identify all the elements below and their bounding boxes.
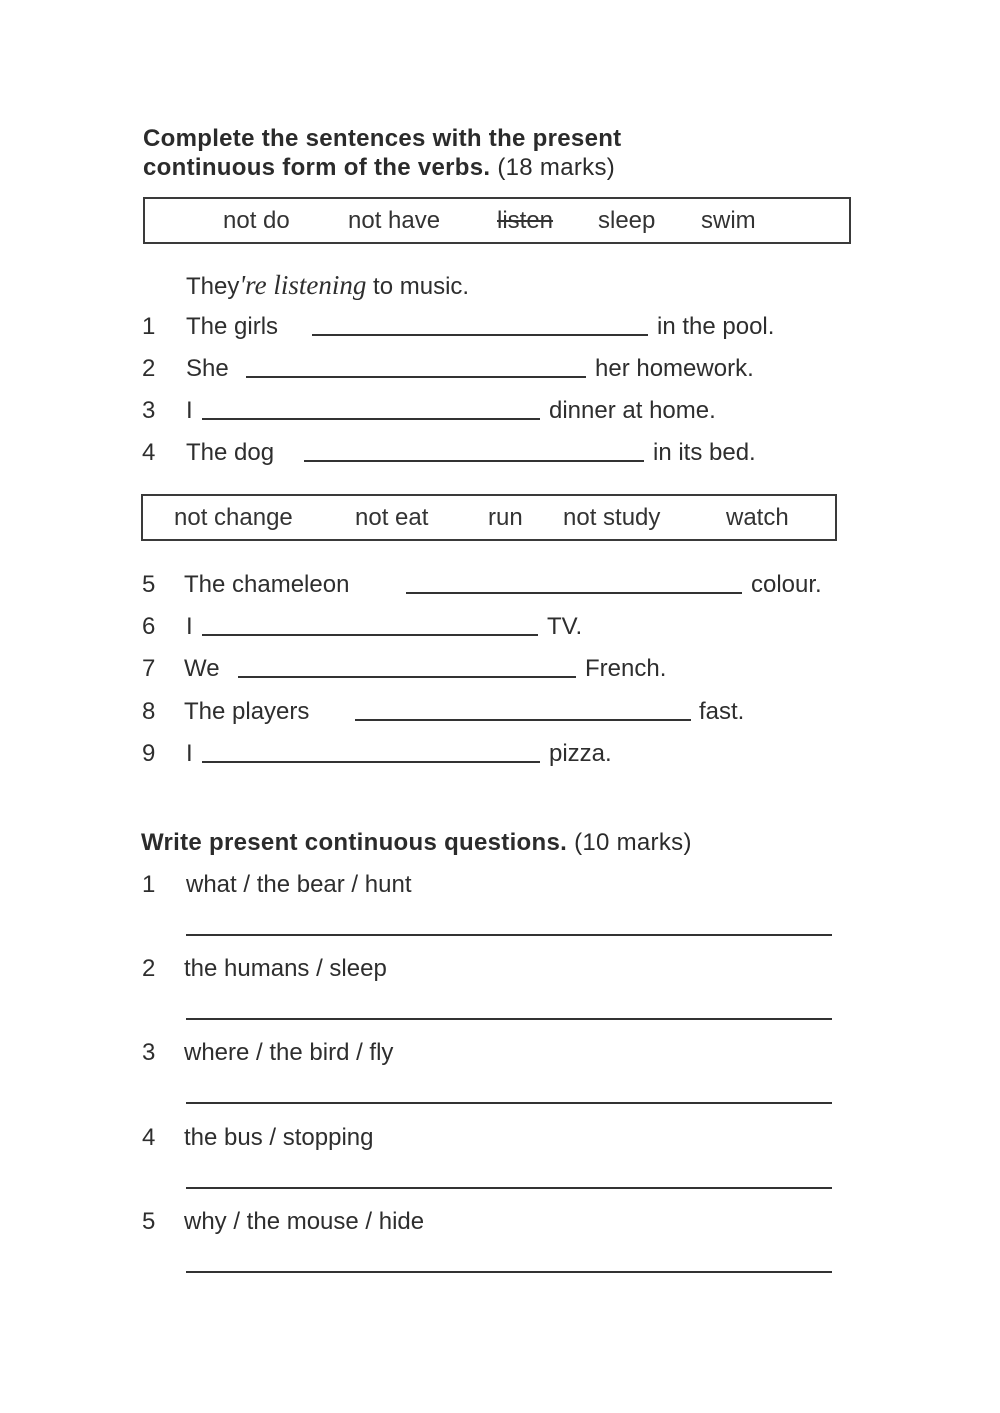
word-box-1-word-1: not have — [348, 206, 441, 234]
example-verb: 're listening — [239, 270, 367, 300]
word-box-2-word-2: run — [488, 503, 523, 531]
question-prompt: where / the bird / fly — [184, 1039, 394, 1066]
answer-line-1[interactable] — [186, 934, 832, 936]
item-number: 2 — [142, 955, 156, 982]
item-after: pizza. — [549, 740, 612, 767]
section2-marks: (10 marks) — [574, 829, 692, 856]
example-sentence — [186, 270, 469, 300]
word-box-1-word-3: sleep — [598, 206, 656, 234]
gap-fill-item-4 — [142, 438, 842, 468]
answer-line-3[interactable] — [186, 1102, 832, 1104]
item-after: TV. — [547, 613, 583, 640]
item-before: The players — [184, 698, 310, 725]
item-after: colour. — [751, 571, 822, 598]
item-before: The girls — [186, 313, 279, 340]
item-number: 5 — [142, 571, 156, 598]
item-before: The dog — [186, 439, 275, 466]
answer-blank[interactable] — [355, 719, 691, 721]
question-item-5 — [142, 1207, 842, 1237]
answer-blank[interactable] — [312, 334, 648, 336]
item-number: 2 — [142, 355, 156, 382]
item-after: in the pool. — [657, 313, 775, 340]
answer-blank[interactable] — [238, 676, 576, 678]
item-number: 4 — [142, 1124, 156, 1151]
gap-fill-item-6 — [142, 612, 842, 642]
section2-heading — [141, 828, 692, 857]
question-prompt: the bus / stopping — [184, 1124, 374, 1151]
item-number: 4 — [142, 439, 156, 466]
answer-blank[interactable] — [304, 460, 644, 462]
answer-line-5[interactable] — [186, 1271, 832, 1273]
word-box-1-word-4: swim — [701, 206, 756, 234]
item-before: I — [186, 397, 193, 424]
item-number: 9 — [142, 740, 156, 767]
item-number: 8 — [142, 698, 156, 725]
gap-fill-item-9 — [142, 739, 842, 769]
question-item-4 — [142, 1123, 842, 1153]
section1-heading — [143, 124, 621, 182]
answer-line-2[interactable] — [186, 1018, 832, 1020]
answer-blank[interactable] — [406, 592, 742, 594]
item-number: 3 — [142, 1039, 156, 1066]
word-box-2 — [141, 494, 837, 541]
item-after: dinner at home. — [549, 397, 716, 424]
item-after: French. — [585, 655, 667, 682]
item-number: 3 — [142, 397, 156, 424]
question-prompt: what / the bear / hunt — [186, 871, 412, 898]
section1-marks: (18 marks) — [497, 154, 616, 181]
word-box-2-word-0: not change — [174, 503, 293, 531]
item-before: I — [186, 613, 193, 640]
gap-fill-item-1 — [142, 312, 842, 342]
item-number: 1 — [142, 871, 156, 898]
item-after: her homework. — [595, 355, 754, 382]
question-item-1 — [142, 870, 842, 900]
example-post: to music. — [373, 273, 470, 300]
item-before: The chameleon — [184, 571, 350, 598]
word-box-2-word-4: watch — [726, 503, 789, 531]
question-item-2 — [142, 954, 842, 984]
item-before: We — [184, 655, 220, 682]
item-before: She — [186, 355, 229, 382]
question-item-3 — [142, 1038, 842, 1068]
item-number: 6 — [142, 613, 156, 640]
section1-title-line2 — [143, 153, 621, 182]
item-before: I — [186, 740, 193, 767]
section2-title: Write present continuous questions. — [141, 829, 568, 856]
answer-blank[interactable] — [202, 634, 538, 636]
question-prompt: why / the mouse / hide — [184, 1208, 425, 1235]
item-after: fast. — [699, 698, 745, 725]
gap-fill-item-2 — [142, 354, 842, 384]
question-prompt: the humans / sleep — [184, 955, 387, 982]
answer-line-4[interactable] — [186, 1187, 832, 1189]
word-box-2-word-3: not study — [563, 503, 661, 531]
section1-title-line2-text: continuous form of the verbs. — [143, 154, 491, 181]
word-box-1-word-0: not do — [223, 206, 290, 234]
gap-fill-item-8 — [142, 697, 842, 727]
gap-fill-item-3 — [142, 396, 842, 426]
word-box-1 — [143, 197, 851, 244]
item-number: 5 — [142, 1208, 156, 1235]
example-pre: They — [186, 273, 240, 300]
gap-fill-item-5 — [142, 570, 852, 600]
gap-fill-item-7 — [142, 654, 842, 684]
item-after: in its bed. — [653, 439, 756, 466]
item-number: 1 — [142, 313, 156, 340]
answer-blank[interactable] — [246, 376, 586, 378]
item-number: 7 — [142, 655, 156, 682]
word-box-1-word-2-struck: listen — [497, 206, 554, 234]
answer-blank[interactable] — [202, 418, 540, 420]
section1-title-line1: Complete the sentences with the present — [143, 125, 622, 152]
answer-blank[interactable] — [202, 761, 540, 763]
word-box-2-word-1: not eat — [355, 503, 429, 531]
